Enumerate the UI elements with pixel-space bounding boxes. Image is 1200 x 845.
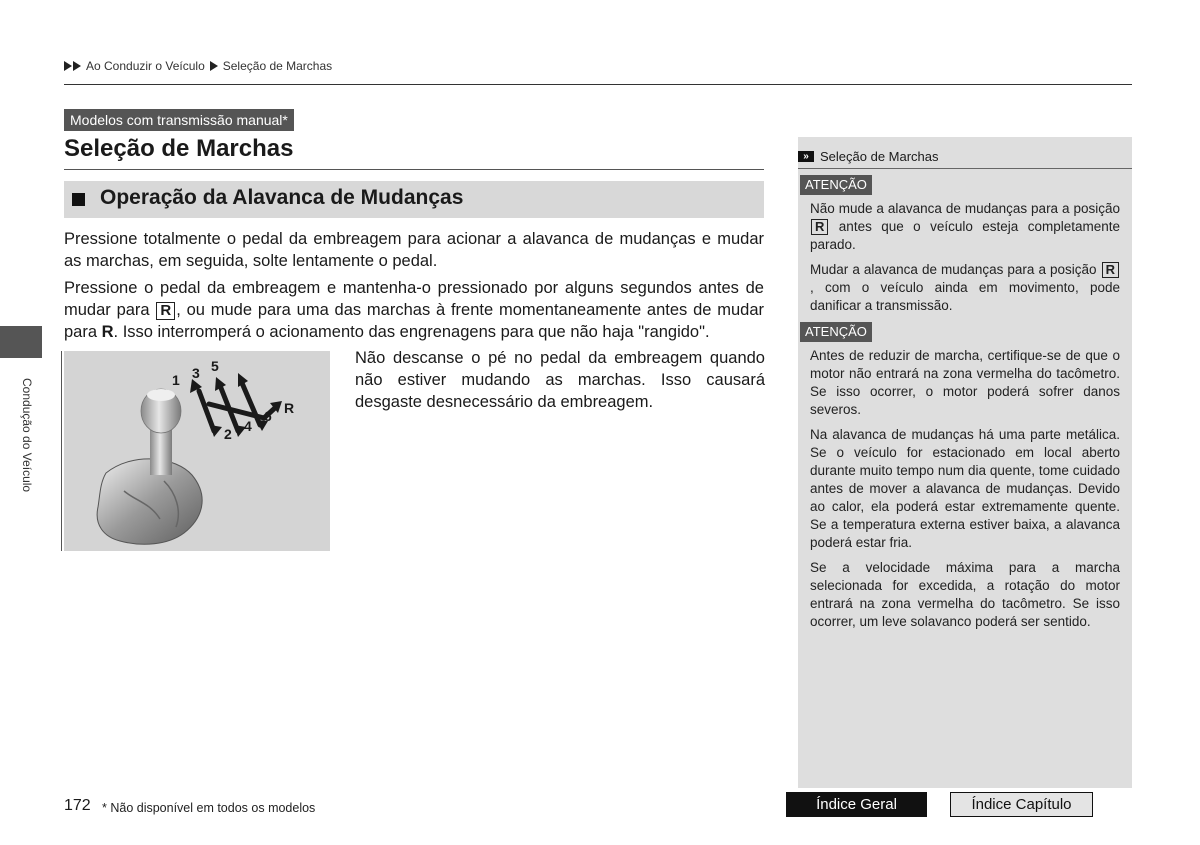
note-3: Antes de reduzir de marcha, certifique-se de que o motor não entrará na zona vermelha do tacômetro. Se isso ocorrer, o motor poderá sofrer danos severos.: [810, 348, 1120, 417]
double-chevron-icon: »: [798, 151, 814, 162]
paragraph-2-text-b: , ou mude para uma das marchas à frente momentaneamente antes de mudar para: [64, 301, 764, 341]
note-5: Se a velocidade máxima para a marcha selecionada for excedida, a rotação do motor entrará na zona vermelha do tacômetro. Se isso ocorrer, um leve solavanco poderá ser sentido.: [810, 560, 1120, 629]
paragraph-3: Não descanse o pé no pedal da embreagem quando não estiver mudando as marchas. Isso causará desgaste desnecessário da embreagem.: [355, 349, 765, 411]
breadcrumb: [64, 59, 332, 73]
gear-label-1: 1: [172, 372, 180, 388]
shift-shaft: [150, 429, 172, 475]
reverse-symbol: R: [811, 219, 828, 235]
note-4: Na alavanca de mudanças há uma parte metálica. Se o veículo for estacionado em local aberto durante muito tempo num dia quente, tome cuidado antes de mover a alavanca de mudanças. Devido ao calor, ela poderá estar extremamente quente. Se a temperatura externa estiver baixa, a alavanca poderá estar fria.: [810, 427, 1120, 550]
notes-heading: [798, 149, 939, 164]
double-arrow-icon: [64, 61, 81, 71]
breadcrumb-item-gear-selection[interactable]: Seleção de Marchas: [222, 59, 333, 73]
title-divider: [64, 169, 764, 170]
note-1-text-a: Não mude a alavanca de mudanças para a posição: [810, 201, 1120, 216]
reverse-symbol: R: [156, 302, 175, 320]
gear-label-r: R: [284, 400, 295, 416]
page-number: 172: [64, 797, 91, 814]
gear-label-6: 6: [264, 408, 272, 424]
note-1-text-b: antes que o veículo esteja completamente parado.: [810, 219, 1120, 252]
reverse-symbol: R: [1102, 262, 1119, 278]
gear-label-3: 3: [192, 365, 200, 381]
section-title: Operação da Alavanca de Mudanças: [100, 186, 464, 209]
chapter-index-button[interactable]: Índice Capítulo: [950, 792, 1093, 817]
notes-heading-text: Seleção de Marchas: [820, 149, 939, 164]
chapter-tab-marker: [0, 326, 42, 358]
paragraph-1: Pressione totalmente o pedal da embreagem para acionar a alavanca de mudanças e mudar as marchas, em seguida, solte lentamente o pedal.: [64, 230, 764, 270]
note-2-text-a: Mudar a alavanca de mudanças para a posição: [810, 262, 1101, 277]
paragraph-2-text-c: . Isso interromperá o acionamento das engrenagens para que não haja "rangido".: [113, 323, 710, 341]
breadcrumb-item-driving[interactable]: Ao Conduzir o Veículo: [86, 59, 205, 73]
attention-badge-2: ATENÇÃO: [800, 322, 872, 342]
note-1: [810, 200, 1120, 254]
model-tag: Modelos com transmissão manual*: [64, 109, 294, 131]
page-title: Seleção de Marchas: [64, 135, 294, 162]
note-2-text-b: , com o veículo ainda em movimento, pode danificar a transmissão.: [810, 280, 1120, 313]
reverse-letter: R: [101, 323, 114, 341]
gear-shift-illustration: [64, 351, 330, 551]
illustration-border: [61, 351, 62, 551]
gear-label-2: 2: [224, 426, 232, 442]
footnote: * Não disponível em todos os modelos: [102, 801, 316, 815]
header-divider: [64, 84, 1132, 85]
notes-divider: [798, 168, 1132, 169]
general-index-button[interactable]: Índice Geral: [786, 792, 927, 817]
paragraph-2-text-a: Pressione o pedal da embreagem e mantenha-o pressionado por alguns segundos antes de mudar para: [64, 279, 764, 319]
notes-panel: [798, 137, 1132, 788]
square-bullet-icon: [72, 193, 85, 206]
attention-badge-1: ATENÇÃO: [800, 175, 872, 195]
chapter-label: Condução do Veículo: [20, 378, 34, 493]
gear-label-4: 4: [244, 418, 252, 434]
note-2: [810, 261, 1120, 315]
gear-label-5: 5: [211, 358, 219, 374]
arrow-icon: [210, 61, 218, 71]
knob-top: [147, 389, 175, 401]
paragraph-2: [64, 277, 764, 343]
gear-shift-image: [64, 351, 330, 551]
shift-boot: [97, 459, 202, 544]
section-header: [64, 181, 764, 218]
